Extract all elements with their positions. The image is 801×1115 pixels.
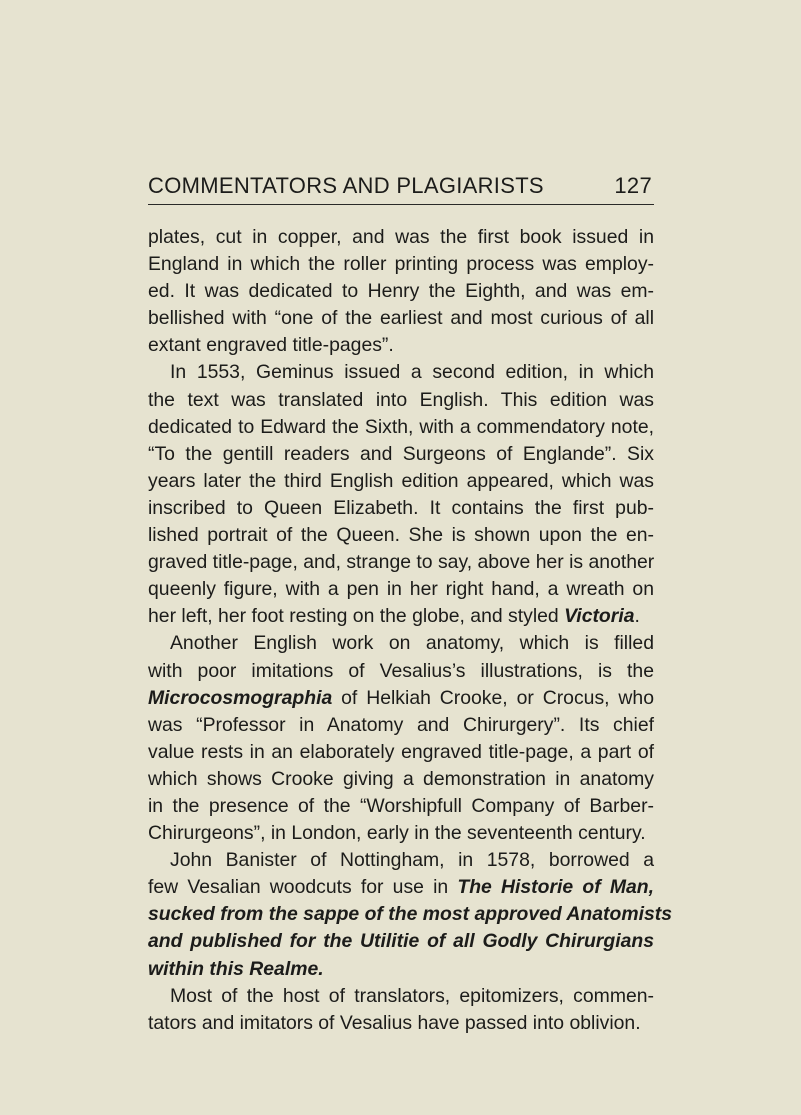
text-line [148,739,654,766]
text-segment: the text was translated into English. This edition was [148,388,654,411]
text-line [148,847,654,874]
text-segment: tators and imitators of Vesalius have passed into oblivion. [148,1011,641,1034]
running-head [148,173,652,199]
text-segment: plates, cut in copper, and was the first book issued in [148,226,654,248]
text-line [148,766,654,793]
text-line [148,685,654,712]
text-line [148,251,654,278]
text-line [148,359,654,386]
text-line [148,414,654,441]
text-segment: was “Professor in Anatomy and Chirurgery”. Its chief [148,713,654,736]
body-text [148,224,673,1037]
text-segment: graved title-page, and, strange to say, above her is another [148,551,655,574]
emphasized-text: sucked from the sappe of the most approved Anatomists [148,903,673,926]
text-line [148,332,654,359]
text-segment: which shows Crooke giving a demonstration in anatomy [148,767,654,790]
emphasized-text: Victoria [564,605,635,628]
text-segment: “To the gentill readers and Surgeons of Englande”. Six [148,442,654,465]
header-rule [148,204,654,205]
emphasized-text: The Historie of Man, [457,876,654,899]
text-line [148,658,654,685]
emphasized-text: Microcosmographia [148,686,333,709]
text-segment: of Helkiah Crooke, or Crocus, who [332,686,654,709]
text-segment: lished portrait of the Queen. She is shown upon the en- [148,524,654,547]
text-segment: bellished with “one of the earliest and most curious of all [148,307,654,330]
text-line [148,305,654,332]
text-segment: queenly figure, with a pen in her right hand, a wreath on [148,578,654,601]
text-segment: extant engraved title-pages”. [148,334,394,357]
emphasized-text: within this Realme. [148,957,324,980]
page-number: 127 [614,173,652,198]
text-segment: . [634,605,640,628]
text-segment: In 1553, Geminus issued a second edition, in which [170,361,654,384]
text-line [148,549,654,576]
text-line [148,630,654,657]
text-segment: Most of the host of translators, epitomizers, commen- [170,984,654,1007]
running-head-title: COMMENTATORS AND PLAGIARISTS [148,173,544,198]
text-line [148,495,654,522]
text-segment: England in which the roller printing process was employ- [148,253,654,276]
text-line [148,928,654,955]
emphasized-text: and published for the Utilitie of all Godly Chirurgians [148,930,654,953]
text-line [148,793,654,820]
text-line [148,224,654,251]
text-line [148,1010,654,1037]
text-line [148,712,654,739]
text-segment: Another English work on anatomy, which is filled [170,632,654,655]
text-line [148,576,654,603]
text-segment: ed. It was dedicated to Henry the Eighth, and was em- [148,280,654,303]
text-line [148,468,654,495]
text-line [148,387,654,414]
text-segment: value rests in an elaborately engraved title-page, a part of [148,740,654,763]
text-segment: inscribed to Queen Elizabeth. It contains the first pub- [148,496,654,519]
text-segment: years later the third English edition appeared, which was [148,469,654,492]
text-segment: few Vesalian woodcuts for use in [148,876,458,899]
text-segment: with poor imitations of Vesalius’s illustrations, is the [148,659,654,682]
text-segment: Chirurgeons”, in London, early in the seventeenth century. [148,822,646,845]
text-segment: in the presence of the “Worshipfull Company of Barber- [148,794,654,817]
text-line [148,522,654,549]
text-segment: dedicated to Edward the Sixth, with a commendatory note, [148,415,654,438]
text-line [148,278,654,305]
text-line [148,603,654,630]
text-line [148,901,673,928]
text-line [148,874,654,901]
text-line [148,956,654,983]
text-line [148,820,654,847]
text-segment: her left, her foot resting on the globe, and styled [148,605,565,628]
text-segment: John Banister of Nottingham, in 1578, borrowed a [170,849,654,872]
text-line [148,441,654,468]
text-line [148,983,654,1010]
